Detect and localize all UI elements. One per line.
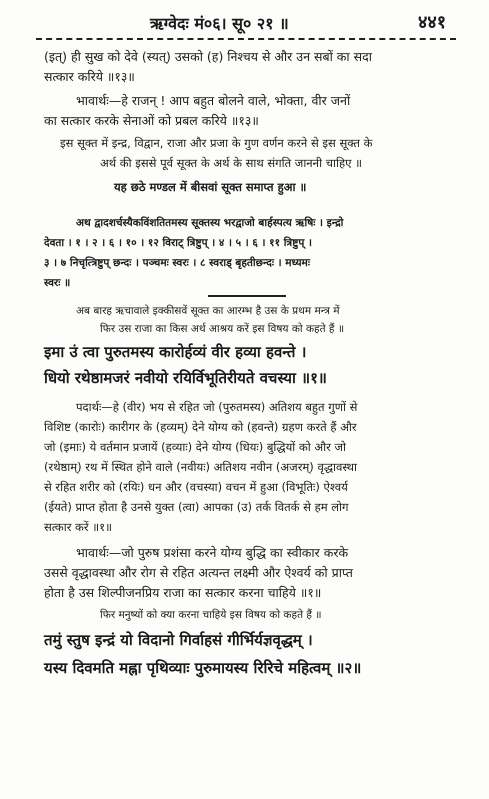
preface-line: फिर उस राजा का किस अर्थ आश्रय करें इस विषय को कहते हैं ॥ bbox=[100, 323, 345, 335]
mantra-line: इमा उं त्वा पुरुतमस्य कारोर्हव्यं वीर हव्या हवन्ते । bbox=[44, 343, 307, 361]
sukta-end-note: यह छठे मण्डल में बीसवां सूक्त समाप्त हुआ ॥ bbox=[114, 180, 307, 194]
running-header-title: ऋग्वेदः मं०६। सू० २१ ॥ bbox=[150, 14, 289, 33]
padartha-line: से रहित शरीर को (रयिः) धन और (वचस्या) वचन में हुआ (विभूतिः) ऐश्वर्य bbox=[44, 480, 348, 494]
preface-line: अब बारह ऋचावाले इक्कीसवें सूक्त का आरम्भ है उस के प्रथम मन्त्र में bbox=[76, 305, 340, 317]
bhavartha-line: भावार्थः—हे राजन् ! आप बहुत बोलने वाले, भोक्ता, वीर जनों bbox=[76, 93, 351, 108]
padartha-line: पदार्थः—हे (वीर) भय से रहित जो (पुरुतमस्य) अतिशय बहुत गुणों से bbox=[76, 400, 358, 414]
padartha-line: (रथेष्ठाम्) रथ में स्थित होने वाले (नवीयः) अतिशय नवीन (अजरम्) वृद्धावस्था bbox=[44, 460, 357, 474]
mantra-line: धियो रथेष्ठामजरं नवीयो रयिर्विभूतिरीयते वचस्या ॥१॥ bbox=[44, 369, 327, 387]
page-number: ४४१ bbox=[418, 12, 447, 33]
mantra-line: यस्य दिवमति मह्ना पृथिव्याः पुरुमायस्य रिरिचे महित्वम् ॥२॥ bbox=[44, 659, 362, 677]
padartha-line: (ईयते) प्राप्त होता है उनसे युक्त (त्वा) आपका (उ) तर्क वितर्क से हम लोग bbox=[44, 500, 349, 514]
text-line: सत्कार करिये ॥१३॥ bbox=[44, 69, 135, 84]
padartha-line: सत्कार करें ॥१॥ bbox=[44, 520, 112, 534]
summary-line: इस सूक्त में इन्द्र, विद्वान, राजा और प्रजा के गुण वर्णन करने से इस सूक्त के bbox=[60, 136, 373, 150]
padartha-line: जो (इमाः) ये वर्तमान प्रजायें (हव्याः) देने योग्य (धियः) बुद्धियों को और जो bbox=[44, 440, 346, 454]
bhavartha-line: उससे वृद्धावस्था और रोग से रहित अत्यन्त लक्ष्मी और ऐश्वर्य को प्राप्त bbox=[44, 565, 353, 580]
section-divider bbox=[208, 295, 286, 297]
mantra-line: तमुं स्तुष इन्द्रं यो विदानो गिर्वाहसं गीर्भिर्यज्ञवृद्धम् । bbox=[44, 631, 313, 649]
bhavartha-line: होता है उस शिल्पीजनप्रिय राजा का सत्कार करना चाहिये ॥१॥ bbox=[44, 585, 322, 600]
bhavartha-line: का सत्कार करके सेनाओं को प्रबल करिये ॥१३॥ bbox=[44, 113, 259, 128]
summary-line: अर्थ की इससे पूर्व सूक्त के अर्थ के साथ संगति जाननी चाहिए ॥ bbox=[100, 156, 362, 170]
rishi-devata-line: ३ । ७ निचृत्त्रिष्टुप् छन्दः । पञ्चमः स्वरः । ८ स्वराड् बृहतीछन्दः । मध्यमः bbox=[44, 257, 310, 269]
bhavartha-line: भावार्थः—जो पुरुष प्रशंसा करने योग्य बुद्धि का स्वीकार करके bbox=[76, 545, 349, 560]
text-line: (इत्) ही सुख को देवे (स्यत्) उसको (ह) निश्चय से और उन सबों का सदा bbox=[44, 49, 372, 64]
padartha-line: विशिष्ट (कारोः) कारीगर के (हव्यम्) देने योग्य को (हवन्ते) ग्रहण करते हैं और bbox=[44, 420, 357, 434]
rishi-devata-line: स्वरः ॥ bbox=[44, 277, 71, 289]
rishi-devata-line: अथ द्वादशर्चस्यैकविंशतितमस्य सूक्तस्य भरद्वाजो बार्हस्पत्य ऋषिः । इन्द्रो bbox=[76, 217, 344, 229]
header-rule bbox=[36, 38, 456, 40]
rishi-devata-line: देवता । १ । २ । ६ । १० । १२ विराट् त्रिष्टुप् । ४ । ५ । ६ । ११ त्रिष्टुप् । bbox=[44, 237, 312, 249]
preface-line: फिर मनुष्यों को क्या करना चाहिये इस विषय को कहते हैं ॥ bbox=[100, 609, 322, 621]
